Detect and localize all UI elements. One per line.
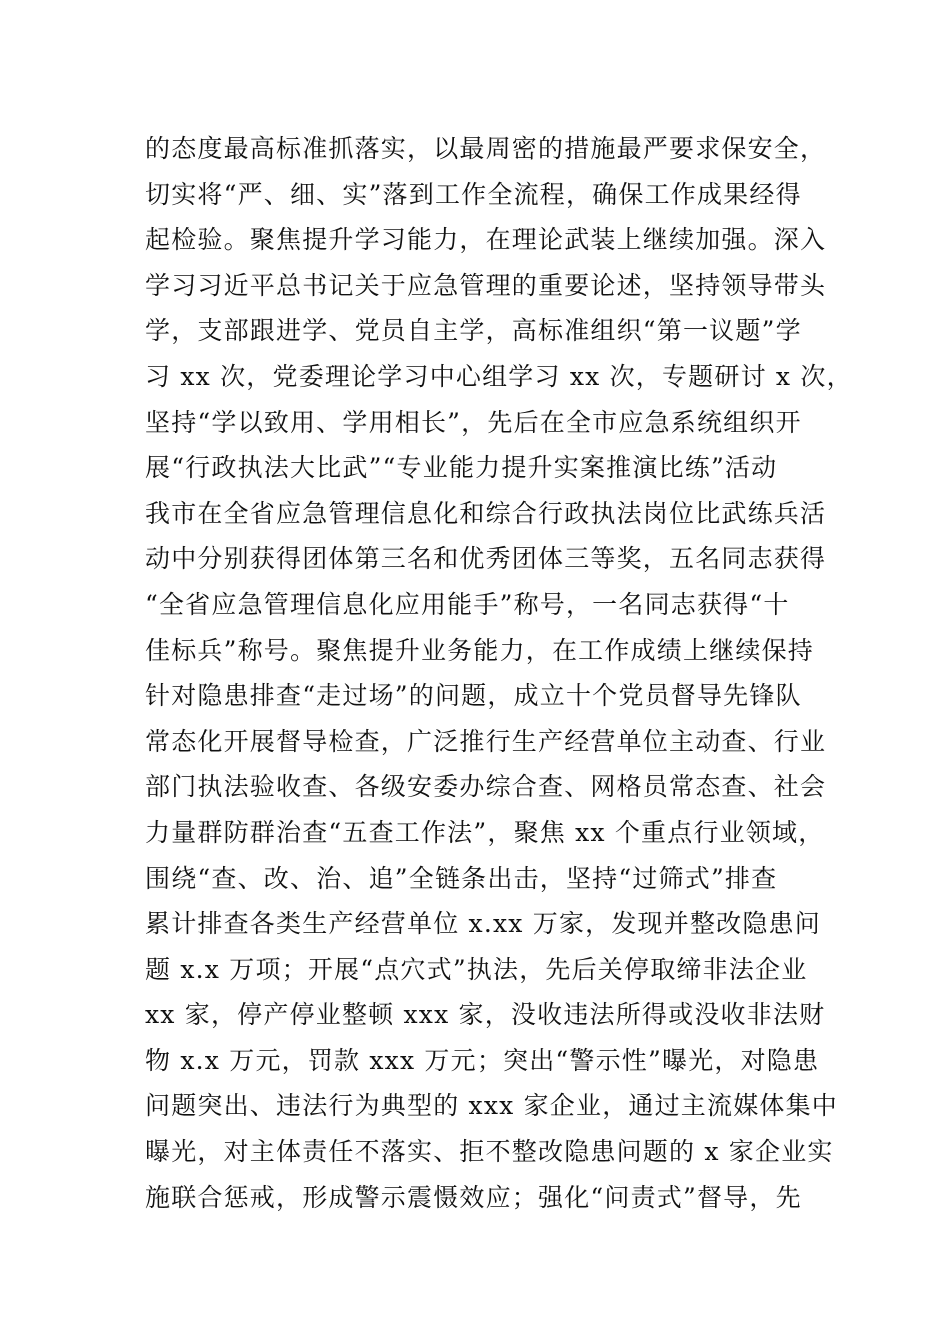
text-line: 佳标兵”称号。聚焦提升业务能力，在工作成绩上继续保持 xyxy=(145,635,814,665)
text-line: 常态化开展督导检查，广泛推行生产经营单位主动查、行业 xyxy=(145,726,827,756)
text-line: 的态度最高标准抓落实，以最周密的措施最严要求保安全， xyxy=(145,134,827,163)
text-line: xx 家，停产停业整顿 xxx 家，没收违法所得或没收非法财 xyxy=(145,1000,826,1030)
text-line: 部门执法验收查、各级安委办综合查、网格员常态查、社会 xyxy=(145,772,827,802)
text-line: 围绕“查、改、治、追”全链条出击，坚持“过筛式”排查 xyxy=(145,863,778,893)
text-line: 坚持“学以致用、学用相长”，先后在全市应急系统组织开 xyxy=(145,407,802,437)
text-line: 我市在全省应急管理信息化和综合行政执法岗位比武练兵活 xyxy=(145,498,827,528)
body-text xyxy=(145,126,853,1220)
text-line: 累计排查各类生产经营单位 x.xx 万家，发现并整改隐患问 xyxy=(145,909,821,939)
text-line: 物 x.x 万元，罚款 xxx 万元；突出“警示性”曝光，对隐患 xyxy=(145,1045,820,1075)
text-line: 习 xx 次，党委理论学习中心组学习 xx 次，专题研讨 x 次， xyxy=(145,361,853,391)
text-line: 力量群防群治查“五查工作法”，聚焦 xx 个重点行业领域， xyxy=(145,817,825,847)
text-line: 施联合惩戒，形成警示震慑效应；强化“问责式”督导，先 xyxy=(145,1182,802,1212)
text-line: 展“行政执法大比武”“专业能力提升实案推演比练”活动 xyxy=(145,453,778,483)
text-line: 切实将“严、细、实”落到工作全流程，确保工作成果经得 xyxy=(145,179,802,209)
text-line: 学习习近平总书记关于应急管理的重要论述，坚持领导带头 xyxy=(145,270,827,300)
text-line: 问题突出、违法行为典型的 xxx 家企业，通过主流媒体集中 xyxy=(145,1091,838,1121)
text-line: 题 x.x 万项；开展“点穴式”执法，先后关停取缔非法企业 xyxy=(145,954,808,984)
text-line: 起检验。聚焦提升学习能力，在理论武装上继续加强。深入 xyxy=(145,225,827,255)
text-line: 针对隐患排查“走过场”的问题，成立十个党员督导先锋队 xyxy=(145,681,802,711)
text-line: 曝光，对主体责任不落实、拒不整改隐患问题的 x 家企业实 xyxy=(145,1137,834,1167)
text-line: 学，支部跟进学、党员自主学，高标准组织“第一议题”学 xyxy=(145,316,802,346)
text-line: “全省应急管理信息化应用能手”称号，一名同志获得“十 xyxy=(145,589,790,619)
text-line: 动中分别获得团体第三名和优秀团体三等奖，五名同志获得 xyxy=(145,544,827,574)
